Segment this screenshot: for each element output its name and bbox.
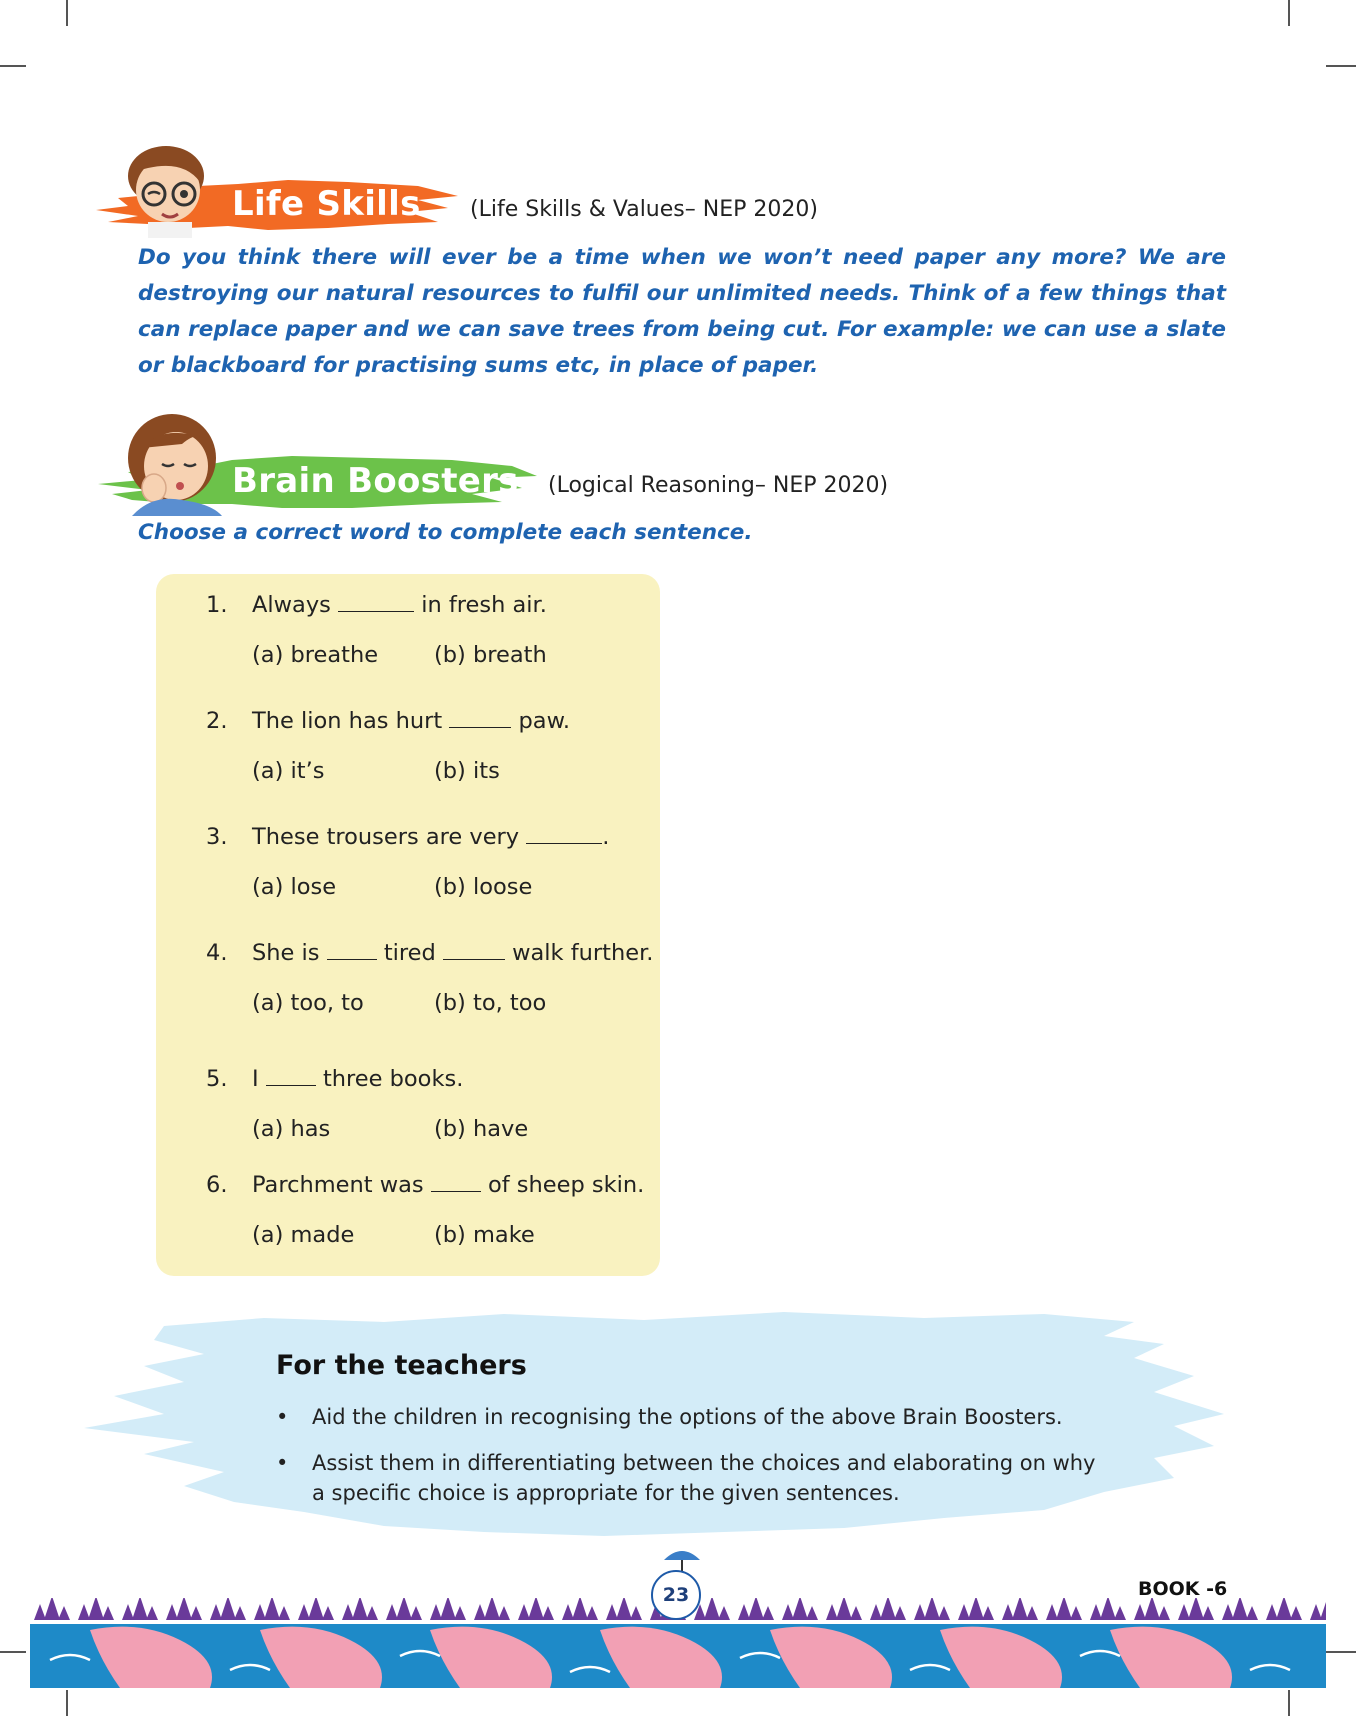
option-a[interactable]: (a) breathe [252, 642, 379, 668]
answer-blank[interactable] [338, 593, 414, 612]
option-a[interactable]: (a) it’s [252, 758, 325, 784]
option-a[interactable]: (a) made [252, 1222, 355, 1248]
crop-mark [66, 1690, 68, 1716]
question-number: 1. [206, 592, 228, 618]
teachers-item-text: Assist them in differentiating between the choices and elaborating on why a specific choice is appropriate for the given sentences. [312, 1451, 1096, 1505]
answer-blank[interactable] [266, 1067, 316, 1086]
question-stem: She is tired walk further. [252, 940, 654, 966]
crop-mark [1326, 1651, 1356, 1653]
option-b[interactable]: (b) make [434, 1222, 535, 1248]
crop-mark [0, 65, 26, 67]
answer-blank[interactable] [526, 825, 602, 844]
option-b[interactable]: (b) its [434, 758, 500, 784]
answer-blank[interactable] [431, 1173, 481, 1192]
crop-mark [1326, 65, 1356, 67]
life-skills-text: Do you think there will ever be a time when we won’t need paper any more? We are destroying our natural resources to fulfil our unlimited needs. Think of a few things that can replace paper and we can save trees from being cut. For example: we can use a slate or blackboard for practising sums etc, in place of paper. [138, 245, 1226, 378]
life-skills-title: Life Skills [232, 184, 421, 224]
question-number: 5. [206, 1066, 228, 1092]
brain-boosters-note: (Logical Reasoning– NEP 2020) [548, 473, 889, 498]
teachers-item [276, 1402, 1096, 1432]
option-a[interactable]: (a) has [252, 1116, 331, 1142]
question-number: 6. [206, 1172, 228, 1198]
question-number: 4. [206, 940, 228, 966]
option-b[interactable]: (b) loose [434, 874, 533, 900]
question-stem: Parchment was of sheep skin. [252, 1172, 645, 1198]
question-box [156, 574, 660, 1276]
bullet-icon: • [276, 1405, 289, 1429]
answer-blank[interactable] [449, 709, 511, 728]
crop-mark [1288, 1690, 1290, 1716]
crop-mark [0, 1651, 26, 1653]
option-b[interactable]: (b) have [434, 1116, 529, 1142]
brain-boosters-instruction: Choose a correct word to complete each sentence. [138, 520, 753, 545]
answer-blank[interactable] [327, 941, 377, 960]
option-b[interactable]: (b) to, too [434, 990, 547, 1016]
teachers-item [276, 1448, 1096, 1508]
question-stem: Always in fresh air. [252, 592, 547, 618]
crop-mark [66, 0, 68, 26]
life-skills-note: (Life Skills & Values– NEP 2020) [470, 197, 818, 222]
option-b[interactable]: (b) breath [434, 642, 547, 668]
answer-blank[interactable] [443, 941, 505, 960]
teachers-title: For the teachers [276, 1350, 527, 1381]
teachers-item-text: Aid the children in recognising the options of the above Brain Boosters. [312, 1405, 1063, 1429]
crop-mark [1288, 0, 1290, 26]
question-stem: The lion has hurt paw. [252, 708, 571, 734]
page-number: 23 [651, 1570, 701, 1620]
question-stem: These trousers are very . [252, 824, 610, 850]
bullet-icon: • [276, 1451, 289, 1475]
brain-boosters-title: Brain Boosters [232, 461, 519, 501]
option-a[interactable]: (a) lose [252, 874, 337, 900]
question-stem: I three books. [252, 1066, 464, 1092]
book-label: BOOK -6 [1138, 1578, 1228, 1600]
question-number: 2. [206, 708, 228, 734]
option-a[interactable]: (a) too, to [252, 990, 364, 1016]
question-number: 3. [206, 824, 228, 850]
